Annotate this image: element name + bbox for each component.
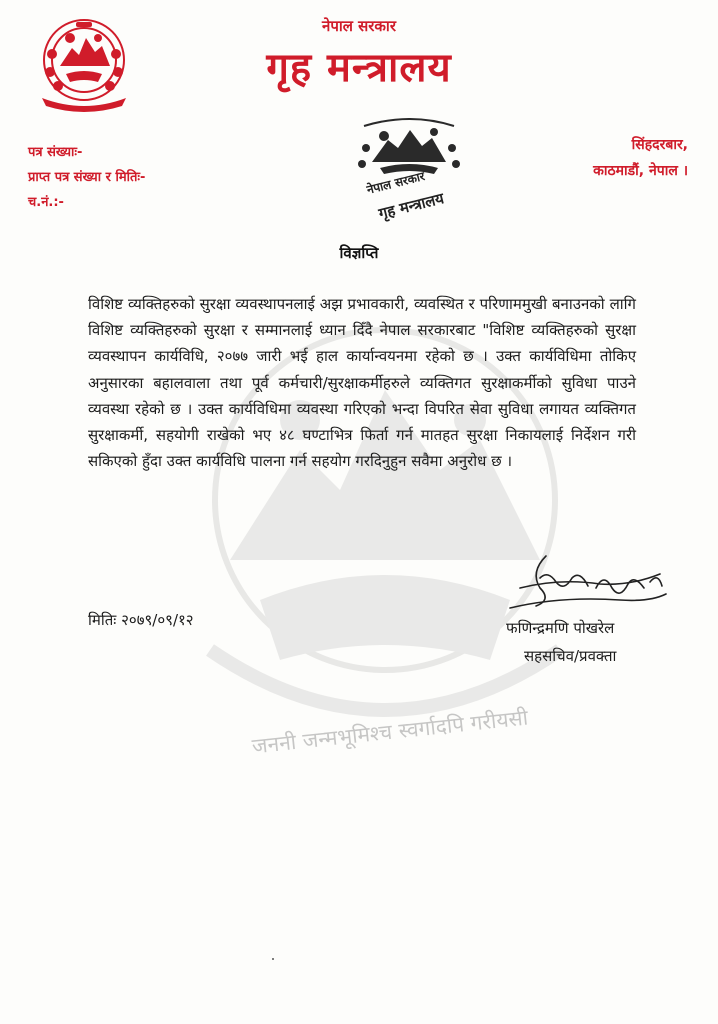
- office-address: [593, 132, 688, 184]
- notice-date: मितिः २०७९/०९/१२: [88, 611, 194, 629]
- signatory-designation: सहसचिव/प्रवक्ता: [524, 647, 617, 665]
- letter-number-label: पत्र संख्याः-: [28, 145, 83, 160]
- address-line-2: काठमाडौं, नेपाल ।: [593, 163, 688, 179]
- dispatch-number-label: च.नं.:-: [28, 195, 64, 210]
- notice-title: विज्ञप्ति: [339, 244, 379, 262]
- reference-block: [28, 140, 145, 215]
- notice-body: विशिष्ट व्यक्तिहरुको सुरक्षा व्यवस्थापनलाई अझ प्रभावकारी, व्यवस्थित र परिणाममुखी बनाउनको लागि विशिष्ट व्यक्तिहरुको सुरक्षा र सम्मानलाई ध्यान दिँदै नेपाल सरकारबाट "विशिष्ट व्यक्तिहरुको सुरक्षा व्यवस्थापन कार्यविधि, २०७७ जारी भई हाल कार्यान्वयनमा रहेको छ । उक्त कार्यविधिमा तोकिए अनुसारका बहालवाला तथा पूर्व कर्मचारी/सुरक्षाकर्मीहरुले व्यक्तिगत सुरक्षाकर्मीको सुविधा पाउने व्यवस्था रहेको छ । उक्त कार्यविधिमा व्यवस्था गरिएको भन्दा विपरित सेवा सुविधा लगायत व्यक्तिगत सुरक्षाकर्मी, सहयोगी राखेको भए ४८ घण्टाभित्र फिर्ता गर्न मातहत सुरक्षा निकायलाई निर्देशन गरी सकिएको हुँदा उक्त कार्यविधि पालना गर्न सहयोग गरदिनुहुन सवैमा अनुरोध छ ।: [88, 295, 636, 471]
- signatory-name: फणिन्द्रमणि पोखरेल: [506, 619, 615, 637]
- scan-speck: [272, 958, 274, 960]
- stamp-text-ministry: गृह मन्त्रालय: [376, 189, 446, 223]
- address-line-1: सिंहदरबार,: [631, 137, 688, 153]
- handwritten-signature-icon: [500, 548, 670, 620]
- received-letter-label: प्राप्त पत्र संख्या र मितिः-: [28, 170, 146, 185]
- government-name: नेपाल सरकार: [322, 17, 396, 35]
- watermark-motto: जननी जन्मभूमिश्च स्वर्गादपि गरीयसी: [250, 705, 530, 759]
- ministry-name: गृह मन्त्रालय: [266, 45, 452, 91]
- stamp-text-government: नेपाल सरकार: [365, 169, 427, 197]
